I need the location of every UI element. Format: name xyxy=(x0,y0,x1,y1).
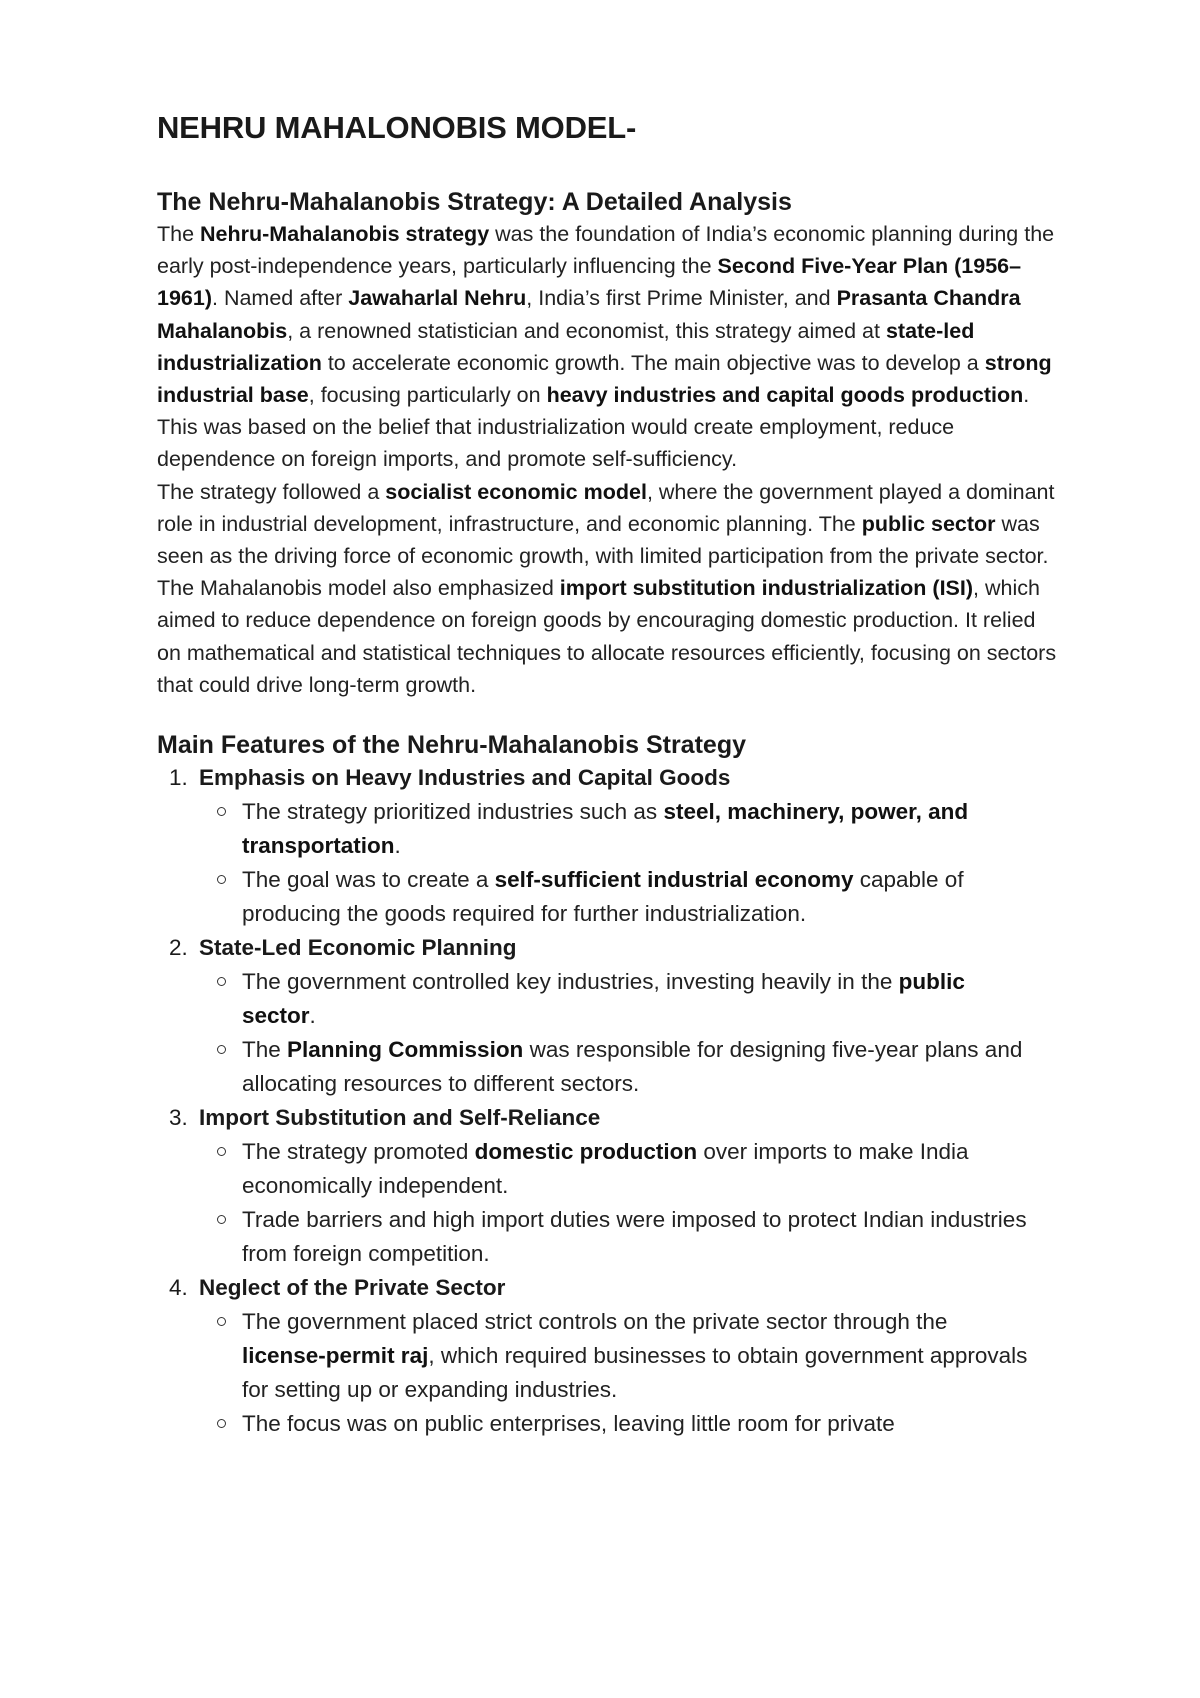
text-run: over imports to make India economically independent. xyxy=(242,1139,969,1199)
feature-title xyxy=(169,1101,1100,1135)
analysis-section xyxy=(157,186,1100,701)
bold-text-run: steel, machinery, power, and transportation xyxy=(242,799,969,859)
hollow-circle-bullet-icon xyxy=(217,977,226,986)
text-run: was the foundation of India’s economic planning during the early post-independence years, particularly influencing the xyxy=(157,222,1055,279)
text-run: The strategy followed a xyxy=(157,479,386,504)
feature-bullets xyxy=(157,965,1100,1101)
features-section xyxy=(157,729,1100,1441)
analysis-paragraph-1 xyxy=(157,218,1057,476)
text-run: . xyxy=(394,833,401,859)
feature-bullets xyxy=(157,1135,1100,1271)
feature-number: 3. xyxy=(169,1105,188,1131)
hollow-circle-bullet-icon xyxy=(217,875,226,884)
bullet-item xyxy=(215,1305,1032,1407)
hollow-circle-bullet-icon xyxy=(217,1317,226,1326)
feature-number: 1. xyxy=(169,765,188,791)
feature-title-text: State-Led Economic Planning xyxy=(199,935,517,961)
text-run: The focus was on public enterprises, leaving little room for private xyxy=(242,1411,895,1437)
text-run: The government controlled key industries, investing heavily in the xyxy=(242,969,899,995)
text-run: , which aimed to reduce dependence on foreign goods by encouraging domestic production. It relied on mathematical and statistical techniques to allocate resources efficiently, focusing on sectors that could drive long-term growth. xyxy=(157,576,1057,697)
text-run: , focusing particularly on xyxy=(308,383,547,408)
bold-text-run: import substitution industrialization (ISI) xyxy=(559,576,974,601)
bullet-item xyxy=(215,1203,1032,1271)
bold-text-run: license-permit raj xyxy=(242,1343,429,1369)
feature-number: 2. xyxy=(169,935,188,961)
feature-item xyxy=(157,761,1100,931)
feature-item xyxy=(157,1101,1100,1271)
text-run: The strategy prioritized industries such as xyxy=(242,799,664,825)
bold-text-run: self-sufficient industrial economy xyxy=(494,867,854,893)
bold-text-run: domestic production xyxy=(474,1139,698,1165)
text-run: . This was based on the belief that industrialization would create employment, reduce dependence on foreign imports, and promote self-sufficiency. xyxy=(157,383,1030,472)
text-run: . xyxy=(309,1003,316,1029)
text-run: , where the government played a dominant role in industrial development, infrastructure, and economic planning. The xyxy=(157,479,1055,536)
bold-text-run: socialist economic model xyxy=(385,479,647,504)
feature-item xyxy=(157,931,1100,1101)
text-run: The xyxy=(242,1037,288,1063)
feature-bullets xyxy=(157,795,1100,931)
feature-bullets xyxy=(157,1305,1100,1441)
text-run: The strategy promoted xyxy=(242,1139,475,1165)
text-run: . Named after xyxy=(212,286,349,311)
bullet-item xyxy=(215,863,1032,931)
text-run: to accelerate economic growth. The main objective was to develop a xyxy=(321,350,985,375)
text-run: Trade barriers and high import duties were imposed to protect Indian industries from foreign competition. xyxy=(242,1207,1027,1267)
text-run: The goal was to create a xyxy=(242,867,495,893)
bold-text-run: heavy industries and capital goods production xyxy=(546,383,1024,408)
feature-title xyxy=(169,1271,1100,1305)
bold-text-run: strong industrial base xyxy=(157,350,1052,408)
analysis-paragraph-2 xyxy=(157,476,1057,701)
bold-text-run: Second Five-Year Plan (1956–1961) xyxy=(157,254,1022,311)
feature-title-text: Emphasis on Heavy Industries and Capital Goods xyxy=(199,765,731,791)
features-list xyxy=(157,761,1100,1441)
text-run: The xyxy=(157,222,201,246)
feature-title-text: Import Substitution and Self-Reliance xyxy=(199,1105,601,1131)
hollow-circle-bullet-icon xyxy=(217,1045,226,1054)
text-run: , India’s first Prime Minister, and xyxy=(526,286,837,311)
bold-text-run: Prasanta Chandra Mahalanobis xyxy=(157,286,1021,343)
text-run: was seen as the driving force of economic growth, with limited participation from the private sector. The Mahalanobis model also emphasized xyxy=(157,511,1049,601)
feature-title-text: Neglect of the Private Sector xyxy=(199,1275,506,1301)
bullet-item xyxy=(215,965,1032,1033)
bullet-item xyxy=(215,1135,1032,1203)
feature-title xyxy=(169,761,1100,795)
features-heading: Main Features of the Nehru-Mahalanobis Strategy xyxy=(157,731,746,760)
bullet-item xyxy=(215,1407,1032,1441)
hollow-circle-bullet-icon xyxy=(217,807,226,816)
bold-text-run: public sector xyxy=(861,511,996,536)
text-run: capable of producing the goods required for further industrialization. xyxy=(242,867,964,927)
text-run: , a renowned statistician and economist, this strategy aimed at xyxy=(287,318,886,343)
bullet-item xyxy=(215,1033,1032,1101)
hollow-circle-bullet-icon xyxy=(217,1215,226,1224)
document-title: NEHRU MAHALONOBIS MODEL- xyxy=(157,110,637,145)
feature-item xyxy=(157,1271,1100,1441)
hollow-circle-bullet-icon xyxy=(217,1147,226,1156)
analysis-heading: The Nehru-Mahalanobis Strategy: A Detailed Analysis xyxy=(157,188,792,216)
bold-text-run: Jawaharlal Nehru xyxy=(348,286,527,311)
hollow-circle-bullet-icon xyxy=(217,1419,226,1428)
text-run: was responsible for designing five-year plans and allocating resources to different sectors. xyxy=(242,1037,1023,1097)
bold-text-run: state-led industrialization xyxy=(157,318,975,375)
bold-text-run: public sector xyxy=(242,969,965,1029)
text-run: The government placed strict controls on the private sector through the xyxy=(242,1309,948,1335)
bold-text-run: Planning Commission xyxy=(287,1037,524,1063)
bullet-item xyxy=(215,795,1032,863)
text-run: , which required businesses to obtain government approvals for setting up or expanding industries. xyxy=(242,1343,1028,1403)
bold-text-run: Nehru-Mahalanobis strategy xyxy=(200,222,490,246)
feature-title xyxy=(169,931,1100,965)
feature-number: 4. xyxy=(169,1275,188,1301)
